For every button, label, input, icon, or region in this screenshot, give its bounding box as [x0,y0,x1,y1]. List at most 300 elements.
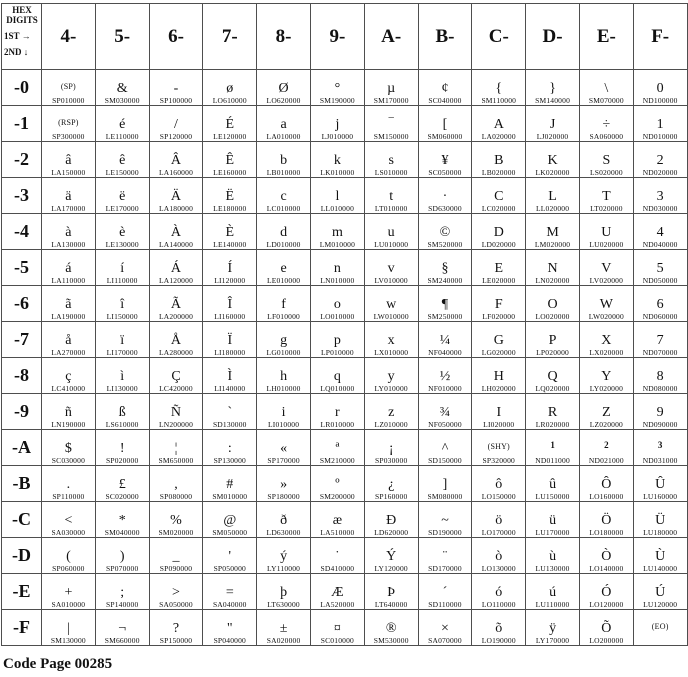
code-cell-4A [42,430,96,466]
cell-gcgid-code: ND030000 [642,203,678,213]
cell-gcgid-code: LF010000 [267,311,301,321]
cell-character: ) [119,548,125,564]
cell-gcgid-code: SP080000 [159,491,193,501]
code-cell-A9 [364,394,418,430]
cell-content [96,142,149,178]
code-cell-46 [42,286,96,322]
cell-content [419,574,472,610]
cell-gcgid-code: LU110000 [535,599,570,609]
cell-character: æ [332,512,343,528]
cell-gcgid-code: LA520000 [320,599,355,609]
code-cell-F4 [633,214,687,250]
cell-character: ¦ [174,440,178,456]
cell-gcgid-code: SM030000 [104,95,140,105]
cell-content [150,502,203,538]
cell-character: o [333,296,341,312]
cell-content [150,574,203,610]
cell-gcgid-code: ND031000 [642,455,678,465]
cell-character: í [120,260,125,276]
cell-character: × [441,620,449,636]
code-cell-AE [364,574,418,610]
code-cell-62 [149,142,203,178]
cell-content [472,286,525,322]
cell-gcgid-code: LY110000 [267,563,301,573]
column-header-4: 4- [42,4,96,70]
code-cell-AB [364,466,418,502]
cell-gcgid-code: SP120000 [159,131,193,141]
cell-gcgid-code: LO130000 [481,563,516,573]
code-cell-82 [257,142,311,178]
cell-gcgid-code: LA140000 [158,239,194,249]
code-cell-C6 [472,286,526,322]
cell-character: w [386,296,397,312]
cell-content [96,574,149,610]
cell-character: = [225,584,234,600]
column-header-row [2,4,688,70]
code-cell-87 [257,322,311,358]
cell-content [634,178,687,214]
cell-character: » [280,476,288,492]
cell-gcgid-code: SA020000 [266,635,301,645]
cell-character: ] [442,476,448,492]
cell-content [526,538,579,574]
cell-content [526,70,579,106]
code-cell-5B [95,466,149,502]
cell-gcgid-code: LE170000 [105,203,139,213]
row-header-3: -3 [2,178,42,214]
cell-character: µ [387,80,396,96]
cell-character: õ [495,620,503,636]
code-cell-F9 [633,394,687,430]
code-cell-4D [42,538,96,574]
cell-gcgid-code: ND040000 [642,239,678,249]
cell-gcgid-code: SP060000 [52,563,85,573]
code-cell-44 [42,214,96,250]
cell-gcgid-code: LS020000 [589,167,623,177]
code-cell-B7 [418,322,472,358]
cell-gcgid-code: LZ020000 [589,419,623,429]
cell-content [257,286,310,322]
cell-character: P [548,332,557,348]
cell-gcgid-code: SM530000 [373,635,409,645]
cell-content [419,610,472,646]
cell-character: 3 [657,439,663,450]
cell-character: c [280,188,287,204]
table-row-C [2,502,688,538]
cell-gcgid-code: SM170000 [373,95,409,105]
cell-gcgid-code: SP100000 [159,95,193,105]
code-cell-E4 [579,214,633,250]
code-cell-FE [633,574,687,610]
cell-content [257,358,310,394]
cell-content [311,466,364,502]
column-header-9: 9- [310,4,364,70]
cell-content [150,70,203,106]
cell-gcgid-code: LU140000 [643,563,678,573]
code-cell-4C [42,502,96,538]
cell-gcgid-code: SM240000 [427,275,463,285]
code-cell-6F [149,610,203,646]
code-page-table [1,3,688,646]
cell-content [580,538,633,574]
cell-content [634,214,687,250]
cell-character: ô [495,476,503,492]
cell-character: ò [495,548,503,564]
cell-character: F [494,296,503,312]
code-cell-F6 [633,286,687,322]
cell-content [419,466,472,502]
cell-content [42,178,95,214]
cell-content [365,70,418,106]
cell-character: h [280,368,288,384]
cell-gcgid-code: SM080000 [427,491,463,501]
cell-character: a [280,116,287,132]
cell-gcgid-code: SP300000 [52,131,85,141]
cell-gcgid-code: LO110000 [481,599,516,609]
cell-gcgid-code: LI180000 [214,347,246,357]
cell-character: Í [227,260,233,276]
code-cell-CE [472,574,526,610]
cell-character: Ù [655,548,666,564]
code-cell-AF [364,610,418,646]
cell-gcgid-code: LU010000 [374,239,409,249]
cell-content [634,322,687,358]
cell-content [96,610,149,646]
cell-gcgid-code: LP020000 [536,347,569,357]
cell-character: ª [335,440,340,456]
cell-gcgid-code: SM520000 [427,239,463,249]
code-cell-76 [203,286,257,322]
cell-character: Ð [386,512,397,528]
code-cell-71 [203,106,257,142]
cell-gcgid-code: LI020000 [483,419,515,429]
cell-gcgid-code: LT640000 [374,599,408,609]
code-cell-A8 [364,358,418,394]
code-cell-B9 [418,394,472,430]
cell-content [580,610,633,646]
cell-content [96,106,149,142]
code-cell-A7 [364,322,418,358]
table-row-0 [2,70,688,106]
code-cell-9C [310,502,364,538]
table-row-F [2,610,688,646]
code-cell-4B [42,466,96,502]
cell-gcgid-code: ND021000 [588,455,624,465]
code-cell-6C [149,502,203,538]
code-cell-78 [203,358,257,394]
code-cell-42 [42,142,96,178]
cell-gcgid-code: SD190000 [428,527,462,537]
cell-gcgid-code: SC020000 [105,491,139,501]
cell-content [419,358,472,394]
cell-content [311,142,364,178]
cell-character: ÿ [549,620,557,636]
cell-content [257,502,310,538]
cell-gcgid-code: LI110000 [106,275,138,285]
cell-character: À [170,224,182,240]
cell-gcgid-code: LY020000 [589,383,624,393]
code-cell-7B [203,466,257,502]
cell-gcgid-code: SA030000 [51,527,86,537]
cell-gcgid-code: LS610000 [105,419,139,429]
code-cell-84 [257,214,311,250]
cell-content [419,178,472,214]
cell-content [96,70,149,106]
cell-content [580,322,633,358]
cell-character: m [331,224,343,240]
cell-gcgid-code: LO610000 [212,95,247,105]
cell-gcgid-code: LI140000 [214,383,246,393]
cell-gcgid-code: LY170000 [535,635,570,645]
cell-content [419,106,472,142]
code-cell-48 [42,358,96,394]
cell-content [311,394,364,430]
hex-digits-corner-cell [2,4,42,70]
cell-character: > [172,584,180,600]
code-cell-CF [472,610,526,646]
cell-character: Æ [331,584,344,600]
cell-character: ú [549,584,557,600]
cell-gcgid-code: LA150000 [51,167,86,177]
cell-gcgid-code: LM020000 [534,239,571,249]
code-cell-7E [203,574,257,610]
cell-character: Î [227,296,233,312]
cell-content [96,358,149,394]
cell-character: ¬ [118,620,127,636]
row-header-9: -9 [2,394,42,430]
cell-gcgid-code: LO160000 [589,491,624,501]
cell-gcgid-code: SM210000 [319,455,355,465]
cell-character: ì [120,368,125,384]
cell-character: f [281,296,286,312]
cell-gcgid-code: NF010000 [428,383,462,393]
code-cell-D8 [526,358,580,394]
code-cell-C5 [472,250,526,286]
table-row-2 [2,142,688,178]
cell-character: Õ [601,620,612,636]
cell-content [365,502,418,538]
cell-character: é [119,116,126,132]
cell-gcgid-code: LD010000 [266,239,301,249]
code-cell-BC [418,502,472,538]
code-cell-C8 [472,358,526,394]
cell-character: e [280,260,287,276]
cell-gcgid-code: SC050000 [428,167,462,177]
cell-content [42,106,95,142]
cell-character: T [602,188,611,204]
code-cell-55 [95,250,149,286]
cell-content [472,70,525,106]
cell-character: l [335,188,340,204]
cell-gcgid-code: SM040000 [104,527,140,537]
cell-gcgid-code: LO140000 [589,563,624,573]
cell-content [311,106,364,142]
cell-character: [ [442,116,448,132]
cell-content [257,322,310,358]
code-cell-45 [42,250,96,286]
cell-content [257,70,310,106]
cell-character: V [601,260,612,276]
cell-character: ã [65,296,72,312]
cell-character: ¥ [441,152,449,168]
code-cell-F2 [633,142,687,178]
cell-character: \ [604,80,609,96]
code-cell-D4 [526,214,580,250]
cell-content [257,466,310,502]
code-cell-8C [257,502,311,538]
code-cell-68 [149,358,203,394]
cell-gcgid-code: LE140000 [213,239,247,249]
row-header-A: -A [2,430,42,466]
cell-character: b [280,152,288,168]
cell-gcgid-code: LG010000 [266,347,301,357]
cell-character: Z [602,404,611,420]
cell-content [580,574,633,610]
cell-content [472,106,525,142]
code-cell-E8 [579,358,633,394]
code-cell-43 [42,178,96,214]
code-cell-F0 [633,70,687,106]
code-cell-74 [203,214,257,250]
cell-character: x [387,332,395,348]
cell-content [257,250,310,286]
cell-character: Ç [171,368,181,384]
cell-content [150,214,203,250]
cell-content [634,250,687,286]
cell-character: Å [170,332,182,348]
cell-gcgid-code: LE150000 [105,167,139,177]
code-cell-90 [310,70,364,106]
cell-character: à [65,224,72,240]
code-cell-B2 [418,142,472,178]
cell-character: Ú [655,584,666,600]
code-cell-54 [95,214,149,250]
cell-content [150,250,203,286]
cell-content [472,358,525,394]
cell-content [526,286,579,322]
cell-character: Ô [601,476,612,492]
cell-content [526,502,579,538]
cell-gcgid-code: LA160000 [158,167,194,177]
cell-gcgid-code: LU180000 [643,527,678,537]
code-cell-B0 [418,70,472,106]
code-cell-BF [418,610,472,646]
row-header-7: -7 [2,322,42,358]
page-title: Code Page 00285 [3,656,113,672]
cell-content [526,250,579,286]
code-cell-EA [579,430,633,466]
cell-content [150,466,203,502]
column-header-8: 8- [257,4,311,70]
code-cell-B3 [418,178,472,214]
cell-content [150,178,203,214]
code-cell-A3 [364,178,418,214]
table-row-D [2,538,688,574]
cell-gcgid-code: LR010000 [320,419,355,429]
cell-character: Ò [601,548,612,564]
code-cell-83 [257,178,311,214]
cell-gcgid-code: SD170000 [428,563,462,573]
cell-content [42,502,95,538]
cell-content [634,70,687,106]
cell-gcgid-code: LO620000 [266,95,301,105]
row-header-D: -D [2,538,42,574]
cell-gcgid-code: LE160000 [213,167,247,177]
code-cell-66 [149,286,203,322]
cell-content [580,430,633,466]
code-cell-81 [257,106,311,142]
cell-character: ! [119,440,125,456]
cell-content [42,286,95,322]
cell-character: J [549,116,556,132]
cell-character: G [493,332,504,348]
cell-content [311,178,364,214]
code-cell-9B [310,466,364,502]
cell-content [472,250,525,286]
cell-content [42,538,95,574]
cell-character: E [494,260,504,276]
cell-character: z [388,404,395,420]
cell-content [42,70,95,106]
cell-character: Þ [387,584,396,600]
column-header-D: D- [526,4,580,70]
cell-content [580,250,633,286]
cell-content [257,430,310,466]
code-cell-57 [95,322,149,358]
code-cell-73 [203,178,257,214]
cell-character: á [65,260,72,276]
cell-gcgid-code: SC010000 [320,635,355,645]
cell-content [203,430,256,466]
cell-character: « [280,440,288,456]
code-cell-8B [257,466,311,502]
cell-gcgid-code: LB010000 [266,167,301,177]
column-header-F: F- [633,4,687,70]
cell-character: d [280,224,288,240]
table-row-7 [2,322,688,358]
cell-character: K [547,152,558,168]
first-digit-arrow-label: 1ST → [4,31,31,41]
cell-gcgid-code: LW020000 [588,311,624,321]
cell-content [419,286,472,322]
code-cell-5E [95,574,149,610]
cell-gcgid-code: SM150000 [373,131,409,141]
cell-character: v [387,260,395,276]
cell-content [472,610,525,646]
cell-content [150,430,203,466]
cell-character: X [601,332,612,348]
code-cell-DC [526,502,580,538]
cell-gcgid-code: SM650000 [158,455,194,465]
cell-content [311,610,364,646]
cell-gcgid-code: LD630000 [266,527,301,537]
cell-character: ë [119,188,126,204]
code-cell-E6 [579,286,633,322]
cell-character: º [335,476,340,492]
cell-gcgid-code: SM020000 [158,527,194,537]
cell-character: $ [64,440,72,456]
cell-content [150,538,203,574]
cell-content [311,286,364,322]
cell-content [634,538,687,574]
cell-character: û [549,476,557,492]
cell-content [311,430,364,466]
cell-character: Á [170,260,182,276]
code-cell-70 [203,70,257,106]
cell-gcgid-code: ND080000 [642,383,678,393]
cell-character: S [602,152,611,168]
cell-gcgid-code: LE110000 [105,131,139,141]
